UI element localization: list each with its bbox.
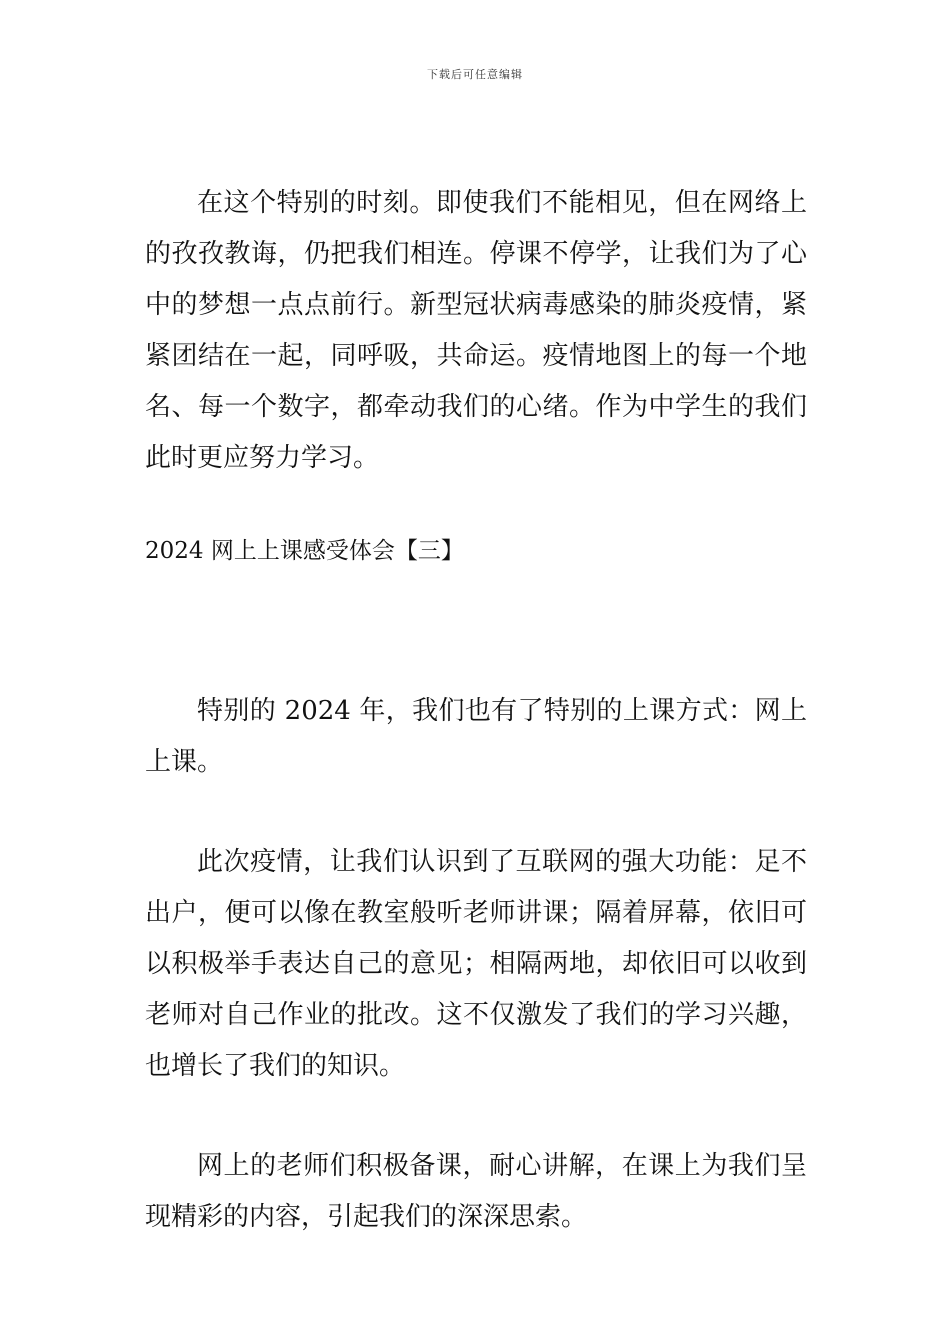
document-body [145,178,807,1243]
paragraph-4: 网上的老师们积极备课，耐心讲解，在课上为我们呈现精彩的内容，引起我们的深深思索。 [145,1151,807,1232]
paragraph-3: 此次疫情，让我们认识到了互联网的强大功能：足不出户，便可以像在教室般听老师讲课；隔着屏幕，依旧可以积极举手表达自己的意见；相隔两地，却依旧可以收到老师对自己作业的批改。这不仅激发了我们的学习兴趣，也增长了我们的知识。 [145,847,807,1081]
paragraph-2: 特别的 2024 年，我们也有了特别的上课方式：网上上课。 [145,696,807,777]
paragraph-1: 在这个特别的时刻。即使我们不能相见，但在网络上的孜孜教诲，仍把我们相连。停课不停学，让我们为了心中的梦想一点点前行。新型冠状病毒感染的肺炎疫情，紧紧团结在一起，同呼吸，共命运。疫情地图上的每一个地名、每一个数字，都牵动我们的心绪。作为中学生的我们此时更应努力学习。 [145,188,807,473]
section-heading: 2024 网上上课感受体会【三】 [145,538,464,564]
header-note: 下载后可任意编辑 [427,68,523,81]
